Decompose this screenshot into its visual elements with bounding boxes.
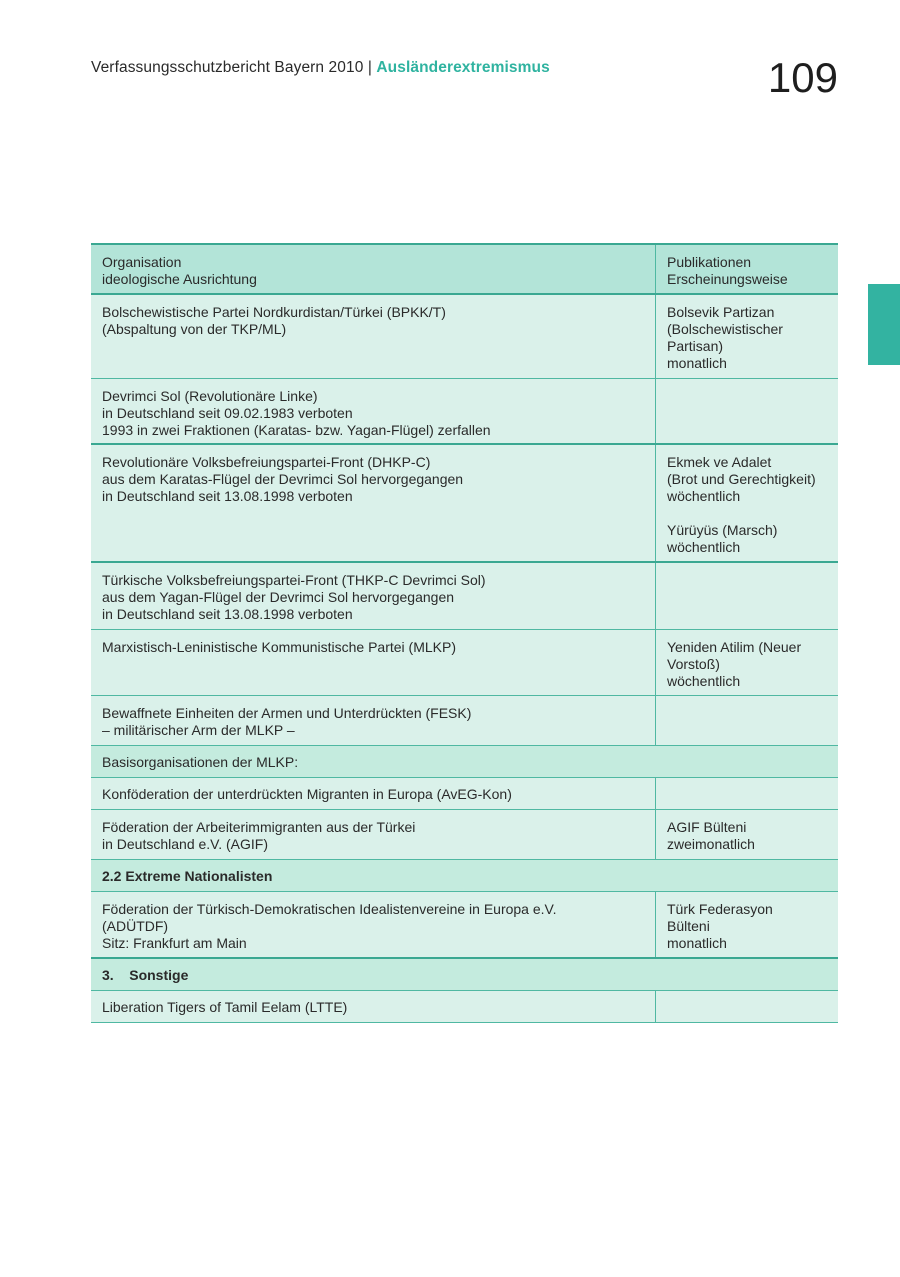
section-title: Ausländerextremismus <box>376 59 550 76</box>
section-heading-row <box>91 959 838 991</box>
table-row <box>91 778 838 810</box>
table-subheading-row <box>91 746 838 778</box>
publication-cell <box>656 563 838 629</box>
publication-cell <box>656 778 838 809</box>
publication-cell: AGIF Bülteni zweimonatlich <box>667 819 755 852</box>
table-row <box>91 379 838 445</box>
organisation-cell: Bewaffnete Einheiten der Armen und Unterdrückten (FESK) – militärischer Arm der MLKP – <box>91 696 656 745</box>
publication-cell: Ekmek ve Adalet (Brot und Gerechtigkeit) wöchentlich Yürüyüs (Marsch) wöchentlich <box>667 454 816 555</box>
section-heading-cell: 3. Sonstige <box>102 967 189 983</box>
page-number: 109 <box>767 54 838 101</box>
organisation-cell: Konföderation der unterdrückten Migranten in Europa (AvEG-Kon) <box>91 778 656 809</box>
column-header-publications: Publikationen Erscheinungsweise <box>667 254 788 287</box>
section-heading-cell: 2.2 Extreme Nationalisten <box>102 868 273 884</box>
organisation-cell: Revolutionäre Volksbefreiungspartei-Front (DHKP-C) aus dem Karatas-Flügel der Devrimci Sol hervorgegangen in Deutschland seit 13.08.1998 verboten <box>91 445 656 561</box>
publication-cell: Yeniden Atilim (Neuer Vorstoß) wöchentlich <box>667 639 802 689</box>
running-header <box>91 59 550 77</box>
header-separator: | <box>363 59 377 76</box>
publication-cell <box>656 991 838 1022</box>
table-row <box>91 991 838 1023</box>
organisation-cell: Bolschewistische Partei Nordkurdistan/Türkei (BPKK/T) (Abspaltung von der TKP/ML) <box>91 295 656 378</box>
table-row <box>91 295 838 379</box>
table-header-row <box>91 245 838 295</box>
organisation-cell: Devrimci Sol (Revolutionäre Linke) in Deutschland seit 09.02.1983 verboten 1993 in zwei Fraktionen (Karatas- bzw. Yagan-Flügel) zerfallen <box>91 379 656 443</box>
organisation-cell: Föderation der Arbeiterimmigranten aus der Türkei in Deutschland e.V. (AGIF) <box>91 810 656 859</box>
organisation-cell: Türkische Volksbefreiungspartei-Front (THKP-C Devrimci Sol) aus dem Yagan-Flügel der Devrimci Sol hervorgegangen in Deutschland seit 13.08.1998 verboten <box>91 563 656 629</box>
table-row <box>91 696 838 746</box>
organisations-table <box>91 243 838 1023</box>
table-row <box>91 445 838 563</box>
chapter-tab-marker <box>868 284 900 365</box>
organisation-cell: Föderation der Türkisch-Demokratischen Idealistenvereine in Europa e.V. (ADÜTDF) Sitz: Frankfurt am Main <box>91 892 656 957</box>
publication-cell <box>656 696 838 745</box>
subheading-cell: Basisorganisationen der MLKP: <box>102 754 299 770</box>
publication-cell: Türk Federasyon Bülteni monatlich <box>667 901 773 951</box>
section-heading-row <box>91 860 838 892</box>
report-title: Verfassungsschutzbericht Bayern 2010 <box>91 59 364 76</box>
publication-cell <box>656 379 838 443</box>
table-row <box>91 630 838 696</box>
publication-cell: Bolsevik Partizan (Bolschewistischer Partisan) monatlich <box>667 304 783 371</box>
table-row <box>91 892 838 959</box>
organisation-cell: Liberation Tigers of Tamil Eelam (LTTE) <box>91 991 656 1022</box>
table-row <box>91 810 838 860</box>
organisation-cell: Marxistisch-Leninistische Kommunistische Partei (MLKP) <box>91 630 656 695</box>
column-header-organisation: Organisation ideologische Ausrichtung <box>91 245 656 293</box>
table-row <box>91 563 838 630</box>
